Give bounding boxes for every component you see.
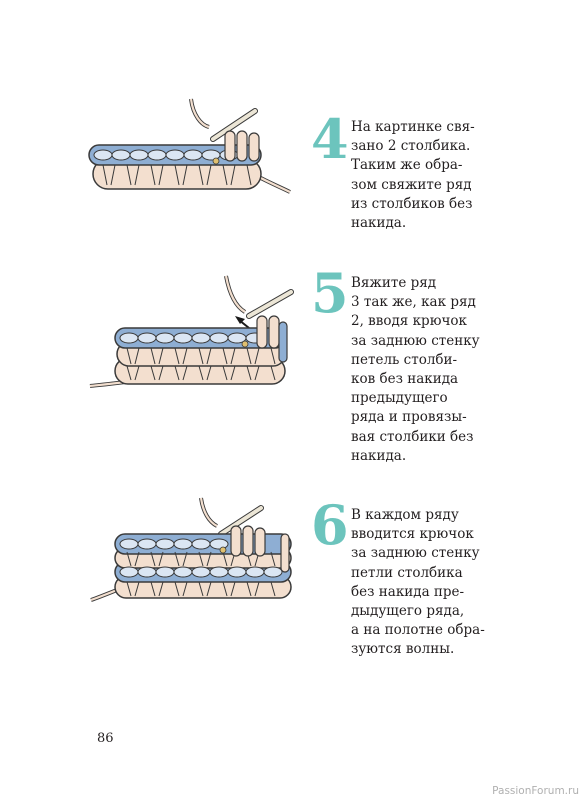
step-number: 4	[311, 107, 349, 171]
crochet-back-loop-row3-illustration	[85, 272, 300, 392]
step-number: 5	[311, 261, 349, 325]
crochet-waves-fabric-illustration	[85, 494, 300, 606]
step-text: Вяжите ряд 3 так же, как ряд 2, вводя крючок за заднюю стенку петель столби- ков без накида предыдущего ряда и провязы- вая столбики без накида.	[351, 275, 480, 464]
step-text: В каждом ряду вводится крючок за заднюю стенку петли столбика без накида пре- дыдущего ряда, а на полотне обра- зуются волны.	[351, 507, 485, 658]
step-text: На картинке свя- зано 2 столбика. Таким же обра- зом свяжите ряд из столбиков без накида.	[351, 119, 475, 232]
step-number: 6	[311, 493, 349, 557]
page-number: 86	[97, 731, 114, 746]
watermark: PassionForum.ru	[492, 785, 579, 797]
crochet-row-two-stitches-illustration	[85, 95, 300, 205]
